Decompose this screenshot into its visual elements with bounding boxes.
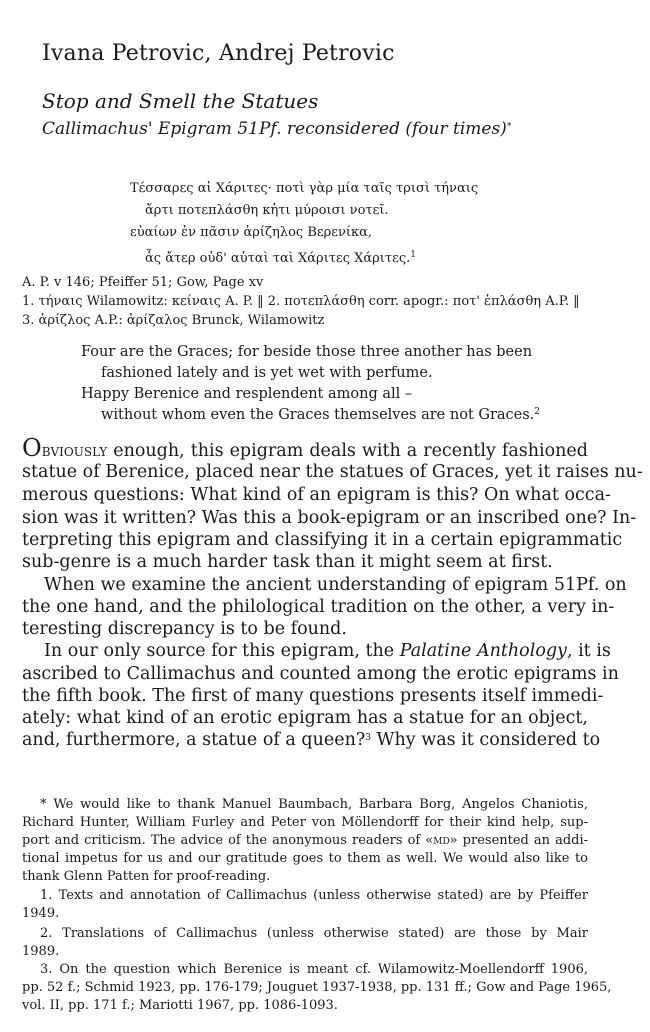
subtitle-text: Callimachus' Epigram 51Pf. reconsidered (four times)	[42, 119, 507, 139]
greek-line-text: ἇς ἄτερ οὐδ' αὐταὶ ταὶ Χάριτες Χάριτες.	[145, 251, 411, 266]
body-line: the fifth book. The first of many questions presents itself immedi-	[22, 686, 604, 706]
footnote-line: Richard Hunter, William Furley and Peter von Möllendorff for their kind help, sup-	[22, 815, 588, 830]
footnote-line: 1989.	[22, 944, 60, 959]
body-line: merous questions: What kind of an epigram is this? On what occa-	[22, 485, 611, 505]
body-line: sub-genre is a much harder task than it might seem at first.	[22, 552, 553, 572]
body-line: When we examine the ancient understanding of epigram 51Pf. on	[44, 575, 627, 595]
footnote-line	[22, 833, 588, 848]
body-line-text: enough, this epigram deals with a recently fashioned	[107, 441, 588, 461]
footnote-line: tional impetus for us and our gratitude goes to them as well. We would also like to	[22, 851, 588, 866]
apparatus-line: A. P. v 146; Pfeiffer 51; Gow, Page xv	[22, 275, 264, 290]
small-caps-word: bviously	[41, 441, 108, 461]
body-line: ascribed to Callimachus and counted among the erotic epigrams in	[22, 664, 619, 684]
body-footnote-mark: 3	[365, 733, 371, 743]
body-line-text: and, furthermore, a statue of a queen?	[22, 730, 366, 750]
footnote-line: * We would like to thank Manuel Baumbach, Barbara Borg, Angelos Chaniotis,	[40, 797, 588, 812]
body-line: statue of Berenice, placed near the statues of Graces, yet it raises nu-	[22, 462, 643, 482]
footnote-line: 1. Texts and annotation of Callimachus (unless otherwise stated) are by Pfeiffer	[40, 888, 588, 903]
body-line: ately: what kind of an erotic epigram has a statue for an object,	[22, 708, 588, 728]
body-line	[22, 730, 601, 750]
subtitle-footnote-mark: *	[506, 122, 512, 132]
article-subtitle	[42, 119, 511, 139]
drop-initial: O	[22, 434, 42, 462]
body-line-text: Why was it considered to	[370, 730, 601, 750]
greek-line: ἄρτι ποτεπλάσθη κἠτι μύροισι νοτεῖ.	[145, 203, 389, 218]
footnote-text: » presented an addi-	[449, 833, 589, 848]
article-title: Stop and Smell the Statues	[42, 89, 319, 113]
body-line: sion was it written? Was this a book-epigram or an inscribed one? In-	[22, 508, 637, 528]
body-line	[44, 641, 611, 661]
greek-line	[145, 244, 416, 270]
body-line: teresting discrepancy is to be found.	[22, 619, 347, 639]
body-line-text: , it is	[566, 641, 611, 661]
greek-line: Τέσσαρες αἱ Χάριτες· ποτὶ γὰρ μία ταῖς τρισὶ τήναις	[130, 181, 479, 196]
translation-line: fashioned lately and is yet wet with perfume.	[101, 365, 433, 381]
footnote-text: port and criticism. The advice of the anonymous readers of «	[22, 833, 434, 848]
footnote-line: thank Glenn Patten for proof-reading.	[22, 869, 271, 884]
italic-title: Palatine Anthology	[399, 641, 567, 661]
greek-footnote-mark: 1	[410, 250, 416, 260]
body-line: the one hand, and the philological tradition on the other, a very in-	[22, 597, 615, 617]
authors: Ivana Petrovic, Andrej Petrovic	[42, 41, 395, 66]
body-line	[22, 434, 588, 462]
small-caps-abbr: md	[433, 833, 450, 848]
translation-line	[101, 407, 540, 423]
translation-line-text: without whom even the Graces themselves are not Graces.	[101, 407, 535, 423]
translation-footnote-mark: 2	[534, 407, 541, 417]
translation-line: Happy Berenice and resplendent among all –	[81, 386, 413, 402]
apparatus-line: 3. ἀρίζλος A.P.: ἀρίζαλος Brunck, Wilamowitz	[22, 313, 325, 328]
footnote-line: pp. 52 f.; Schmid 1923, pp. 176-179; Jouguet 1937-1938, pp. 131 ff.; Gow and Page 1965,	[22, 980, 612, 995]
greek-line: εὐαίων ἐν πᾶσιν ἀρίζηλος Βερενίκα,	[130, 225, 373, 240]
apparatus-line: 1. τήναις Wilamowitz: κείναις A. P. ‖ 2. ποτεπλάσθη corr. apogr.: ποτ' ἐπλάσθη A.P. ‖	[22, 294, 580, 309]
footnote-line: 3. On the question which Berenice is meant cf. Wilamowitz-Moellendorff 1906,	[40, 962, 588, 977]
footnote-line: 1949.	[22, 906, 60, 921]
footnote-line: 2. Translations of Callimachus (unless otherwise stated) are those by Mair	[40, 926, 588, 941]
body-line-text: In our only source for this epigram, the	[44, 641, 400, 661]
body-line: terpreting this epigram and classifying it in a certain epigrammatic	[22, 530, 623, 550]
footnote-line: vol. II, pp. 171 f.; Mariotti 1967, pp. 1086-1093.	[22, 998, 338, 1013]
translation-line: Four are the Graces; for beside those three another has been	[81, 344, 533, 360]
